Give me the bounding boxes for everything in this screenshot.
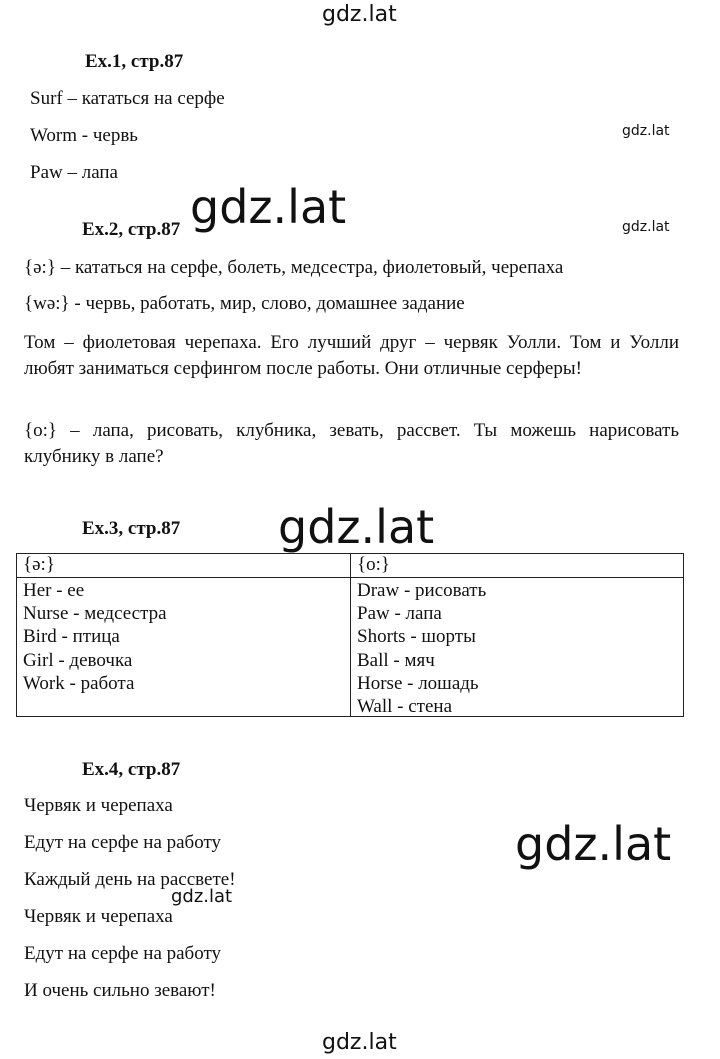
watermark-small-1: gdz.lat — [622, 123, 670, 139]
ex1-line: Worm - червь — [30, 125, 138, 146]
ex2-line-er: {ə:} – кататься на серфе, болеть, медсестра, фиолетовый, черепаха — [24, 257, 564, 278]
table-cell: Draw - рисовать — [357, 580, 487, 601]
table-cell: Horse - лошадь — [357, 673, 479, 694]
watermark-bottom: gdz.lat — [322, 1030, 397, 1055]
table-header-or: {o:} — [357, 554, 391, 575]
table-cell: Paw - лапа — [357, 603, 442, 624]
table-cell: Her - ее — [23, 580, 85, 601]
poem-line: Червяк и черепаха — [24, 906, 173, 927]
table-cell: Work - работа — [23, 673, 135, 694]
watermark-top: gdz.lat — [322, 2, 397, 27]
ex4-heading: Ex.4, стр.87 — [82, 759, 181, 780]
ex2-line-wer: {wə:} - червь, работать, мир, слово, домашнее задание — [24, 293, 465, 314]
table-cell: Ball - мяч — [357, 650, 435, 671]
watermark-large-2: gdz.lat — [278, 500, 435, 554]
watermark-small-3: gdz.lat — [171, 886, 233, 907]
table-header-er: {ə:} — [23, 554, 55, 575]
table-cell: Wall - стена — [357, 696, 452, 717]
poem-line: И очень сильно зевают! — [24, 980, 216, 1001]
ex3-table — [16, 553, 684, 717]
watermark-large-1: gdz.lat — [190, 180, 347, 234]
watermark-small-2: gdz.lat — [622, 219, 670, 235]
watermark-large-3: gdz.lat — [515, 817, 672, 871]
poem-line: Каждый день на рассвете! — [24, 869, 236, 890]
ex1-line: Paw – лапа — [30, 162, 118, 183]
ex2-paragraph-story: Том – фиолетовая черепаха. Его лучший друг – червяк Уолли. Том и Уолли любят заниматься серфингом после работы. Они отличные серферы! — [24, 332, 679, 379]
table-cell: Girl - девочка — [23, 650, 133, 671]
poem-line: Едут на серфе на работу — [24, 832, 222, 853]
ex1-line: Surf – кататься на серфе — [30, 88, 225, 109]
ex1-heading: Ex.1, стр.87 — [85, 51, 184, 72]
table-cell: Nurse - медсестра — [23, 603, 167, 624]
poem-line: Едут на серфе на работу — [24, 943, 222, 964]
table-cell: Bird - птица — [23, 626, 120, 647]
poem-line: Червяк и черепаха — [24, 795, 173, 816]
ex2-paragraph-or: {o:} – лапа, рисовать, клубника, зевать, рассвет. Ты можешь нарисовать клубнику в лапе? — [24, 420, 679, 467]
ex2-heading: Ex.2, стр.87 — [82, 219, 181, 240]
ex3-heading: Ex.3, стр.87 — [82, 518, 181, 539]
table-cell: Shorts - шорты — [357, 626, 476, 647]
